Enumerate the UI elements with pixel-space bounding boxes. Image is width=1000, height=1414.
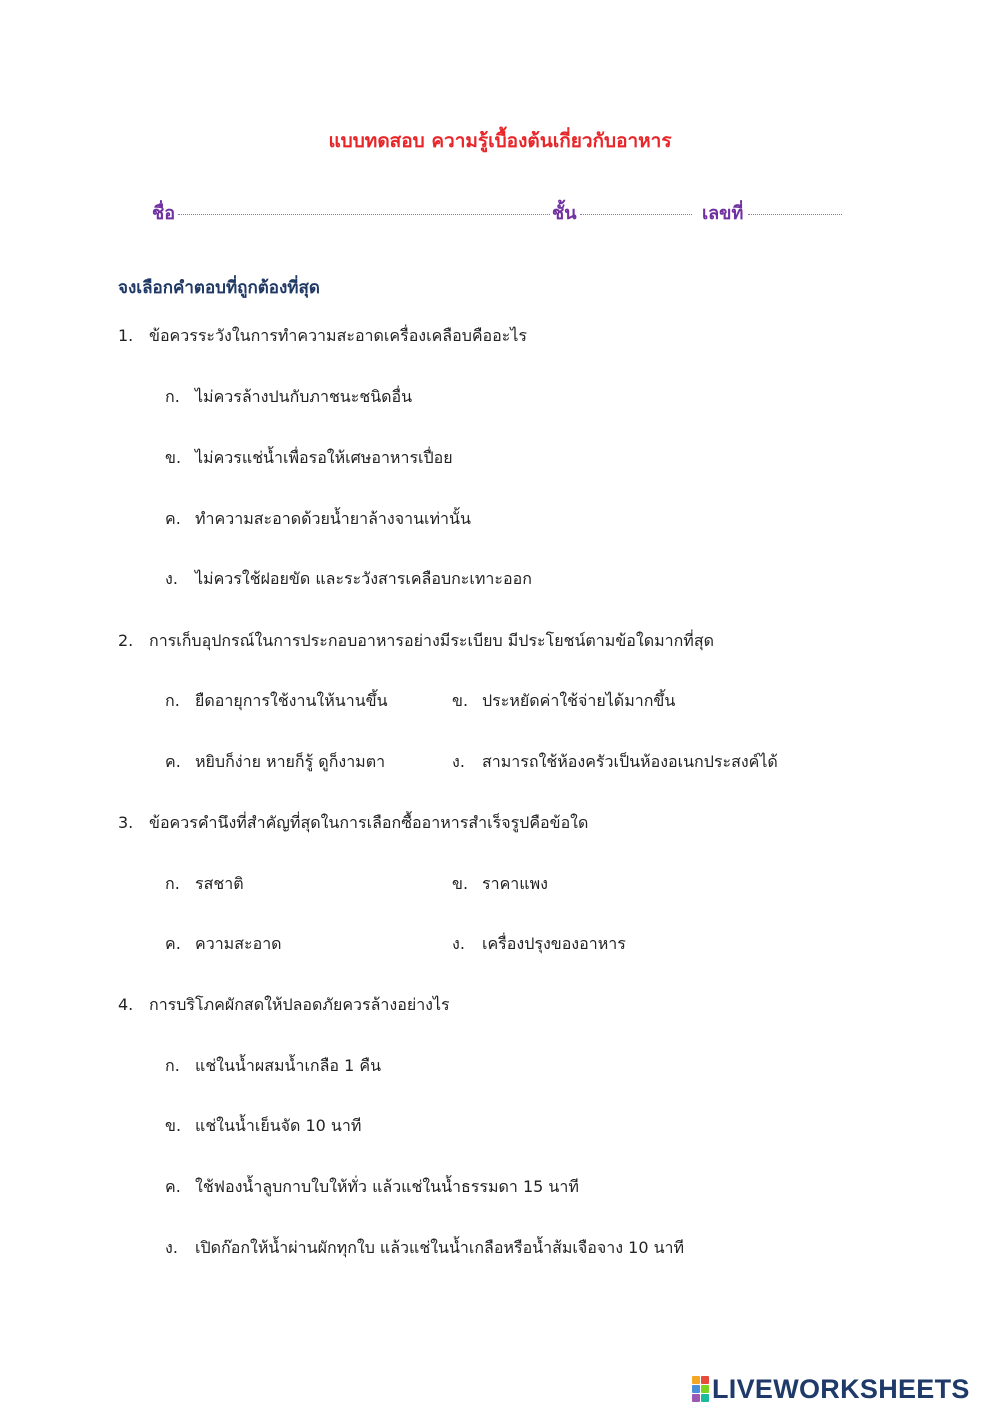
option-letter: ก. [165, 387, 180, 406]
option-text: ไม่ควรใช้ฝอยขัด และระวังสารเคลือบกะเทาะออก [195, 569, 532, 588]
option-text: ใช้ฟองน้ำลูบกาบใบให้ทั่ว แล้วแช่ในน้ำธรรมดา 15 นาที [195, 1177, 579, 1196]
option-letter: ค. [165, 752, 181, 771]
question-text: ข้อควรระวังในการทำความสะอาดเครื่องเคลือบคืออะไร [149, 326, 528, 345]
option-letter: ค. [165, 509, 181, 528]
name-blank[interactable] [178, 214, 550, 215]
logo-tile [692, 1376, 700, 1384]
question-text: การเก็บอุปกรณ์ในการประกอบอาหารอย่างมีระเบียบ มีประโยชน์ตามข้อใดมากที่สุด [149, 631, 715, 650]
option-letter: ข. [165, 448, 182, 467]
number-label: เลขที่ [702, 203, 744, 224]
logo-tile [701, 1385, 709, 1393]
instruction-text: จงเลือกคำตอบที่ถูกต้องที่สุด [118, 278, 320, 298]
option-text: ไม่ควรล้างปนกับภาชนะชนิดอื่น [195, 387, 413, 406]
option-1-c[interactable] [165, 507, 471, 532]
class-blank[interactable] [580, 214, 692, 215]
option-text: ทำความสะอาดด้วยน้ำยาล้างจานเท่านั้น [195, 509, 471, 528]
option-letter: ง. [452, 752, 465, 771]
logo-grid-icon [692, 1376, 709, 1402]
option-letter: ข. [452, 874, 469, 893]
option-letter: ค. [165, 1177, 181, 1196]
option-3-b[interactable] [452, 872, 548, 897]
option-text: ยืดอายุการใช้งานให้นานขึ้น [195, 691, 388, 710]
option-3-a[interactable] [165, 872, 244, 897]
question-number: 4. [118, 995, 134, 1014]
option-2-a[interactable] [165, 689, 388, 714]
logo-tile [692, 1385, 700, 1393]
option-text: สามารถใช้ห้องครัวเป็นห้องอเนกประสงค์ได้ [482, 752, 778, 771]
option-text: แช่ในน้ำเย็นจัด 10 นาที [195, 1116, 362, 1135]
option-letter: ง. [165, 569, 178, 588]
option-letter: ก. [165, 1056, 180, 1075]
option-letter: ก. [165, 691, 180, 710]
option-letter: ข. [452, 691, 469, 710]
question-1 [118, 324, 527, 349]
option-2-c[interactable] [165, 750, 385, 775]
option-4-a[interactable] [165, 1054, 381, 1079]
option-3-c[interactable] [165, 932, 282, 957]
class-label: ชั้น [552, 203, 577, 224]
option-letter: ค. [165, 934, 181, 953]
option-1-a[interactable] [165, 385, 412, 410]
option-text: เครื่องปรุงของอาหาร [482, 934, 626, 953]
option-4-c[interactable] [165, 1175, 579, 1200]
option-text: หยิบก็ง่าย หายก็รู้ ดูก็งามตา [195, 752, 386, 771]
logo-tile [701, 1394, 709, 1402]
student-info-row [152, 198, 842, 222]
option-2-b[interactable] [452, 689, 675, 714]
logo-tile [701, 1376, 709, 1384]
number-blank[interactable] [748, 214, 842, 215]
question-text: การบริโภคผักสดให้ปลอดภัยควรล้างอย่างไร [149, 995, 450, 1014]
question-2 [118, 629, 714, 654]
option-4-b[interactable] [165, 1114, 361, 1139]
option-text: ประหยัดค่าใช้จ่ายได้มากขึ้น [482, 691, 676, 710]
option-text: ความสะอาด [195, 934, 282, 953]
option-letter: ง. [452, 934, 465, 953]
question-number: 2. [118, 631, 134, 650]
logo-tile [692, 1394, 700, 1402]
option-text: ไม่ควรแช่น้ำเพื่อรอให้เศษอาหารเปื่อย [195, 448, 453, 467]
option-1-d[interactable] [165, 567, 532, 592]
question-number: 1. [118, 326, 134, 345]
question-4 [118, 993, 450, 1018]
option-4-d[interactable] [165, 1236, 684, 1261]
name-label: ชื่อ [152, 203, 176, 224]
option-letter: ก. [165, 874, 180, 893]
question-3 [118, 811, 588, 836]
option-1-b[interactable] [165, 446, 453, 471]
option-letter: ง. [165, 1238, 178, 1257]
liveworksheets-logo [692, 1374, 970, 1404]
option-2-d[interactable] [452, 750, 778, 775]
question-text: ข้อควรคำนึงที่สำคัญที่สุดในการเลือกซื้ออาหารสำเร็จรูปคือข้อใด [149, 813, 589, 832]
option-text: แช่ในน้ำผสมน้ำเกลือ 1 คืน [195, 1056, 382, 1075]
logo-text: LIVEWORKSHEETS [712, 1373, 970, 1404]
option-text: เปิดก๊อกให้น้ำผ่านผักทุกใบ แล้วแช่ในน้ำเกลือหรือน้ำส้มเจือจาง 10 นาที [195, 1238, 685, 1257]
option-text: รสชาติ [195, 874, 244, 893]
option-3-d[interactable] [452, 932, 626, 957]
worksheet-title: แบบทดสอบ ความรู้เบื้องต้นเกี่ยวกับอาหาร [328, 130, 672, 152]
option-text: ราคาแพง [482, 874, 548, 893]
option-letter: ข. [165, 1116, 182, 1135]
question-number: 3. [118, 813, 134, 832]
